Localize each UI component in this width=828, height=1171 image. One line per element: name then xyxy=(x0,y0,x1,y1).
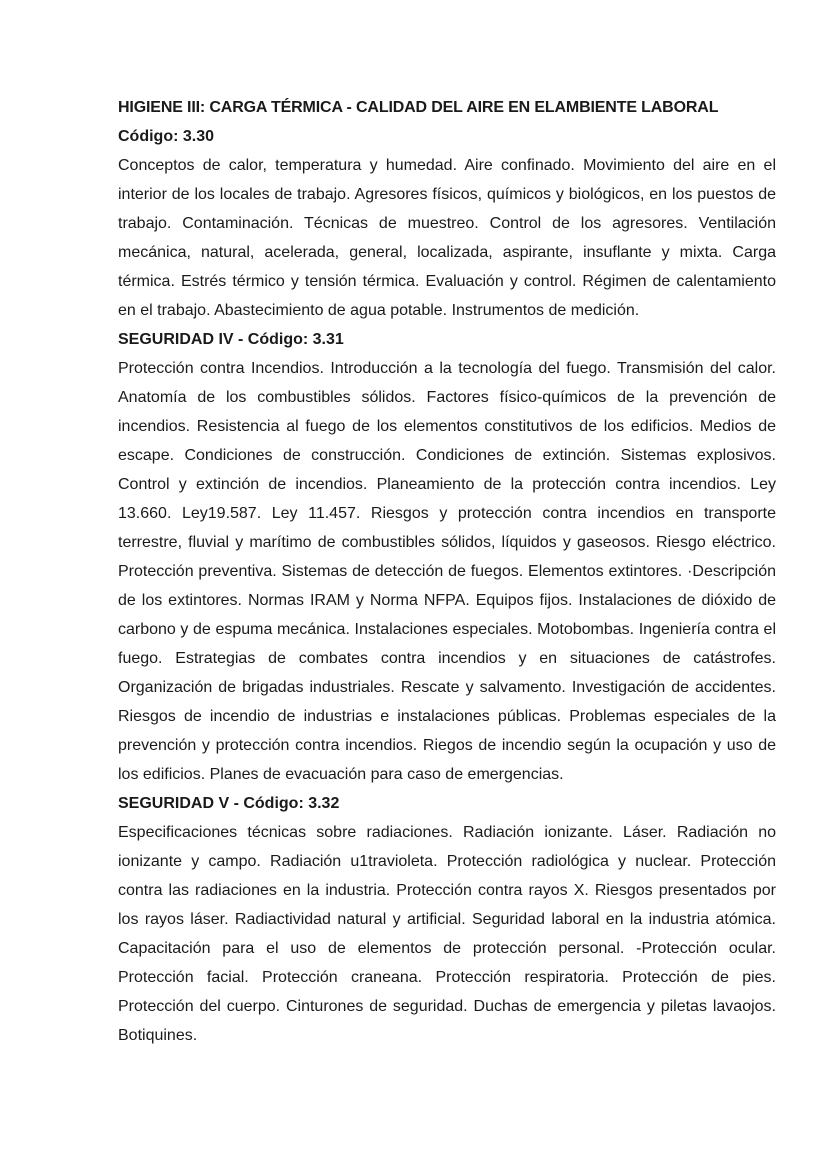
document-page xyxy=(118,93,776,1050)
section-title: SEGURIDAD IV - Código: 3.31 xyxy=(118,331,344,348)
section-body: Conceptos de calor, temperatura y humedad. Aire confinado. Movimiento del aire en el interior de los locales de trabajo. Agresores físicos, químicos y biológicos, en los puestos de trabajo. Contaminación. Técnicas de muestreo. Control de los agresores. Ventilación mecánica, natural, acelerada, general, localizada, aspirante, insuflante y mixta. Carga térmica. Estrés térmico y tensión térmica. Evaluación y control. Régimen de calentamiento en el trabajo. Abastecimiento de agua potable. Instrumentos de medición. xyxy=(118,157,776,319)
section-higiene-iii xyxy=(118,93,776,325)
section-code: Código: 3.30 xyxy=(118,128,215,145)
section-seguridad-v xyxy=(118,789,776,1050)
section-body: Especificaciones técnicas sobre radiaciones. Radiación ionizante. Láser. Radiación no ionizante y campo. Radiación u1travioleta. Protección radiológica y nuclear. Protección contra las radiaciones en la industria. Protección contra rayos X. Riesgos presentados por los rayos láser. Radiactividad natural y artificial. Seguridad laboral en la industria atómica. Capacitación para el uso de elementos de protección personal. -Protección ocular. Protección facial. Protección craneana. Protección respiratoria. Protección de pies. Protección del cuerpo. Cinturones de seguridad. Duchas de emergencia y piletas lavaojos. Botiquines. xyxy=(118,824,776,1044)
section-body: Protección contra Incendios. Introducción a la tecnología del fuego. Transmisión del calor. Anatomía de los combustibles sólidos. Factores físico-químicos de la prevención de incendios. Resistencia al fuego de los elementos constitutivos de los edificios. Medios de escape. Condiciones de construcción. Condiciones de extinción. Sistemas explosivos. Control y extinción de incendios. Planeamiento de la protección contra incendios. Ley 13.660. Ley19.587. Ley 11.457. Riesgos y protección contra incendios en transporte terrestre, fluvial y marítimo de combustibles sólidos, líquidos y gaseosos. Riesgo eléctrico. Protección preventiva. Sistemas de detección de fuegos. Elementos extintores. ·Descripción de los extintores. Normas IRAM y Norma NFPA. Equipos fijos. Instalaciones de dióxido de carbono y de espuma mecánica. Instalaciones especiales. Motobombas. Ingeniería contra el fuego. Estrategias de combates contra incendios y en situaciones de catástrofes. Organización de brigadas industriales. Rescate y salvamento. Investigación de accidentes. Riesgos de incendio de industrias e instalaciones públicas. Problemas especiales de la prevención y protección contra incendios. Riegos de incendio según la ocupación y uso de los edificios. Planes de evacuación para caso de emergencias. xyxy=(118,360,776,783)
section-title: HIGIENE III: CARGA TÉRMICA - CALIDAD DEL AIRE EN ELAMBIENTE LABORAL xyxy=(118,99,719,116)
section-title: SEGURIDAD V - Código: 3.32 xyxy=(118,795,340,812)
section-seguridad-iv xyxy=(118,325,776,789)
